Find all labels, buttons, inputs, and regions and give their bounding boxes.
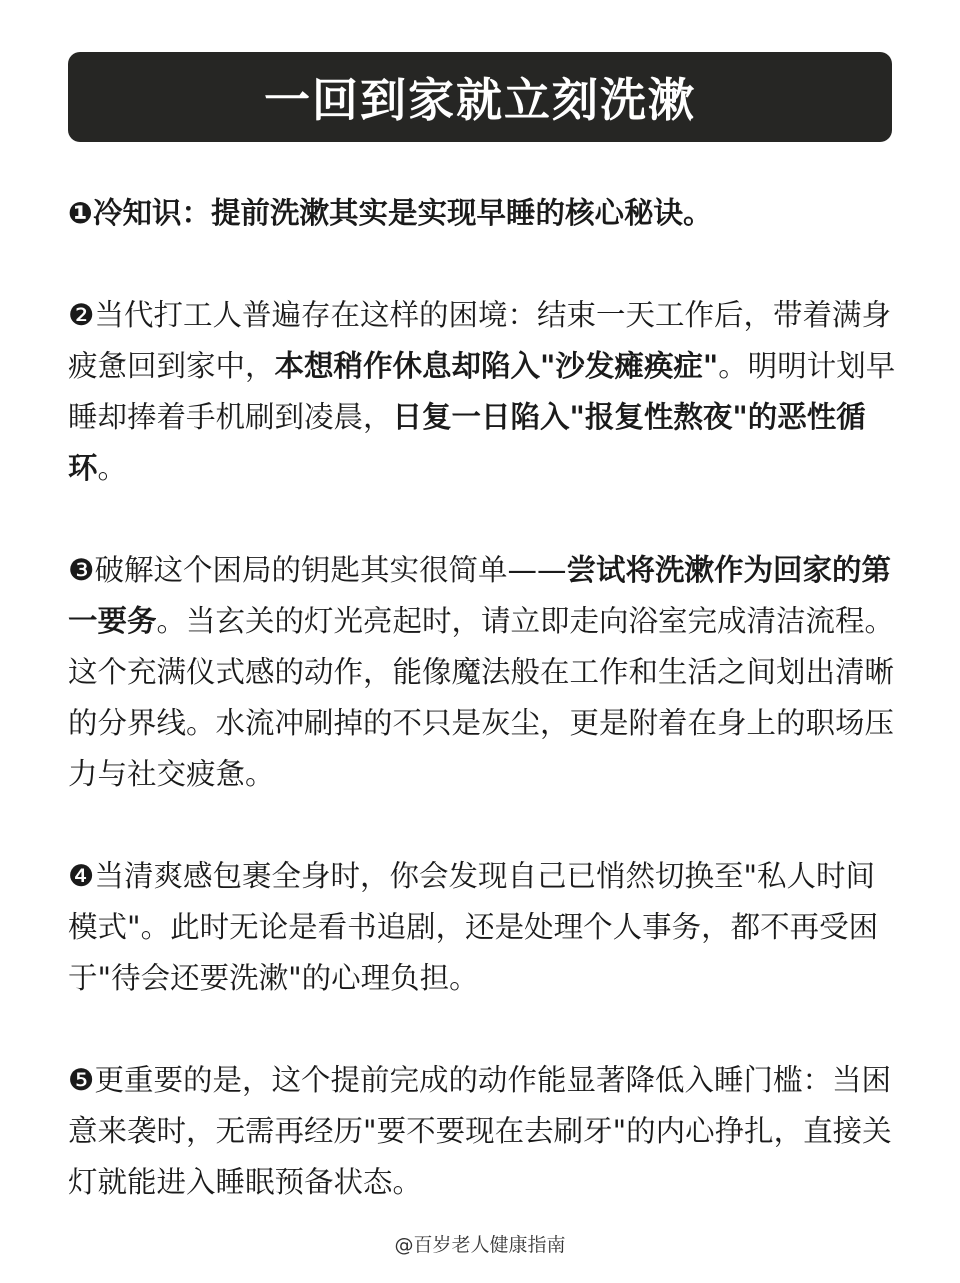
title-banner [68,52,892,142]
page-title: 一回到家就立刻洗漱 [264,73,696,127]
text-segment-bold: 本想稍作休息却陷入"沙发瘫痪症" [274,349,719,383]
paragraph-2 [68,290,898,494]
text-segment: 。当玄关的灯光亮起时，请立即走向浴室完成清洁流程。这个充满仪式感的动作，能像魔法般在工作和生活之间划出清晰的分界线。水流冲刷掉的不只是灰尘，更是附着在身上的职场压力与社交疲惫。 [68,604,895,791]
paragraph-3 [68,545,898,800]
text-segment: ❺更重要的是，这个提前完成的动作能显著降低入睡门槛：当困意来袭时，无需再经历"要不要现在去刷牙"的内心挣扎，直接关灯就能进入睡眠预备状态。 [68,1063,892,1199]
text-segment: 。明明计划早睡却捧着手机刷到凌晨， [68,349,896,434]
paragraph-1 [68,188,898,239]
text-segment: ❶冷知识：提前洗漱其实是实现早睡的核心秘诀。 [68,196,713,230]
text-segment: ❷当代打工人普遍存在这样的困境：结束一天工作后，带着满身疲惫回到家中， [68,298,891,383]
text-segment: 。 [97,451,128,485]
author-watermark: @百岁老人健康指南 [394,1234,566,1256]
text-segment-bold: 尝试将洗漱作为回家的第一要务 [68,553,891,638]
paragraph-4 [68,851,898,1004]
text-segment: ❹当清爽感包裹全身时，你会发现自己已悄然切换至"私人时间模式"。此时无论是看书追剧，还是处理个人事务，都不再受困于"待会还要洗漱"的心理负担。 [68,859,879,995]
paragraph-5 [68,1055,898,1208]
article-body [68,188,898,1259]
text-segment-bold: 日复一日陷入"报复性熬夜"的恶性循环 [68,400,866,485]
text-segment: ❸破解这个困局的钥匙其实很简单—— [68,553,567,587]
